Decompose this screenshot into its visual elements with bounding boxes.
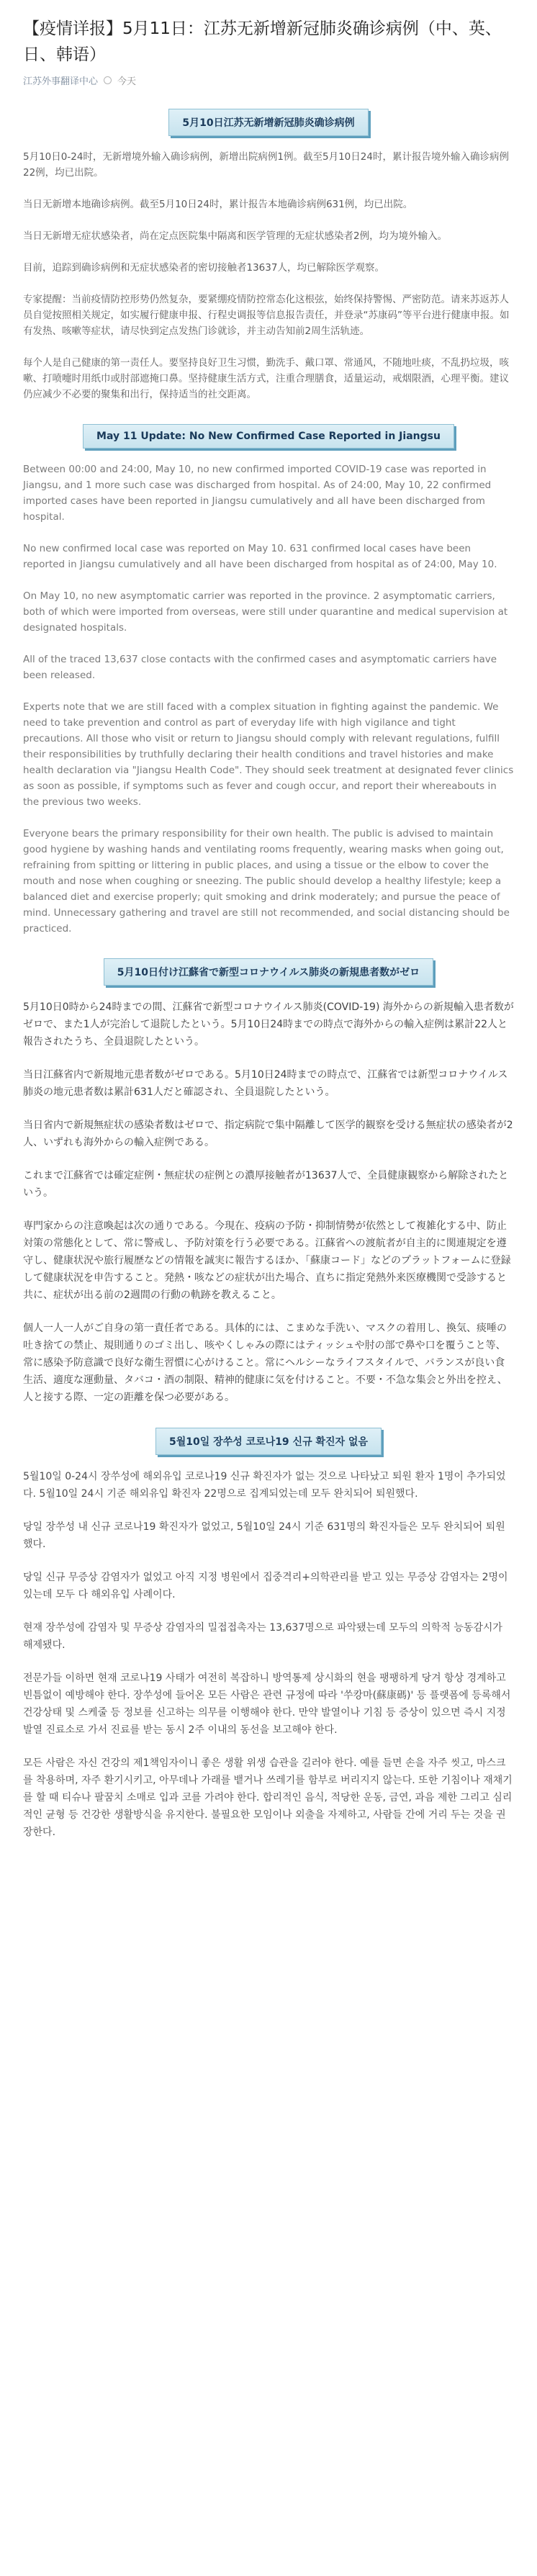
article-title: 【疫情详报】5月11日：江苏无新增新冠肺炎确诊病例（中、英、日、韩语） (23, 19, 502, 64)
section-japanese (23, 958, 514, 1406)
section-korean (23, 1428, 514, 1841)
paragraph: 目前，追踪到确诊病例和无症状感染者的密切接触者13637人，均已解除医学观察。 (23, 262, 384, 274)
publish-date: 今天 (117, 76, 137, 87)
paragraph: 당일 장쑤성 내 신규 코로나19 확진자가 없었고, 5월10일 24시 기준 631명의 확진자들은 모두 완치되어 퇴원했다. (23, 1521, 505, 1550)
paragraph: 当日省内で新規無症状の感染者数はゼロで、指定病院で集中隔離して医学的観察を受ける無症状の感染者が2人、いずれも海外からの輸入症例である。 (23, 1120, 513, 1148)
paragraph: 個人一人一人がご自身の第一責任者である。具体的には、こまめな手洗い、マスクの着用し、換気、痰唾の吐き捨ての禁止、規則通りのゴミ出し、咳やくしゃみの際にはティッシュや肘の部で鼻や口を覆うこと等、常に感染予防意識で良好な衛生習慣に心がけること。常にヘルシーなライフスタイルで、バランスが良い食生活、適度な運動量、タバコ・酒の制限、精神的健康に気を付けること。不要・不急な集会と外出を控え、人と接する際、一定の距離を保つ必要がある。 (23, 1323, 507, 1403)
paragraph: 5월10일 0-24시 장쑤성에 해외유입 코로나19 신규 확진자가 없는 것으로 나타났고 퇴원 환자 1명이 추가되었다. 5월10일 24시 기준 해외유입 확진자 22명으로 집계되었는데 모두 완치되어 퇴원했다. (23, 1471, 506, 1500)
clock-icon (104, 76, 112, 84)
paragraph: 当日无新增无症状感染者，尚在定点医院集中隔离和医学管理的无症状感染者2例，均为境外输入。 (23, 230, 448, 242)
paragraph: 5月10日0時から24時までの間、江蘇省で新型コロナウイルス肺炎(COVID-19) 海外からの新規輸入患者数がゼロで、また1人が完治して退院したという。5月10日24時までの時点で海外からの輸入症例は累計22人と報告されたうち、全員退院したという。 (23, 1001, 514, 1048)
paragraph: Everyone bears the primary responsibility for their own health. The public is advised to maintain good hygiene by washing hands and ventilating rooms frequently, wearing masks when going out, refraining from spitting or littering in public places, and using a tissue or the elbow to cover the mouth and nose when coughing or sneezing. The public should develop a healthy lifestyle; keep a balanced diet and exercise properly; quit smoking and drink moderately; and pursue the peace of mind. Unnecessary gathering and travel are still not recommended, and social distancing should be practiced. (23, 828, 510, 935)
paragraph: これまで江蘇省では確定症例・無症状の症例との濃厚接触者が13637人で、全員健康観察から解除されたという。 (23, 1170, 509, 1199)
paragraph: Between 00:00 and 24:00, May 10, no new confirmed imported COVID-19 case was reported in Jiangsu, and 1 more such case was discharged from hospital. As of 24:00, May 10, 22 confirmed imported cases have been reported in Jiangsu cumulatively and all have been discharged from hospital. (23, 464, 492, 523)
paragraph: 현재 장쑤성에 감염자 및 무증상 감염자의 밀접접촉자는 13,637명으로 파악됐는데 모두의 의학적 능동감시가 해제됐다. (23, 1622, 502, 1651)
paragraph: 当日江蘇省内で新規地元患者数がゼロである。5月10日24時までの時点で、江蘇省では新型コロナウイルス肺炎の地元患者数は累計631人だと確認され、全員退院したという。 (23, 1069, 508, 1098)
paragraph: 전문가들 이하면 현재 코로나19 사태가 여전히 복잡하니 방역통제 상시화의 현을 팽팽하게 당겨 항상 경계하고 빈틈없이 예방해야 한다. 장쑤성에 들어온 모든 사람은 관련 규정에 따라 '쑤캉마(蘇康碼)' 등 플랫폼에 등록해서 건강상태 및 스케줄 등 정보를 신고하는 의무를 이행해야 한다. 만약 발열이나 기침 등 증상이 있으면 즉시 지정 발열 진료소로 가서 진료를 받는 동시 2주 이내의 동선을 보고해야 한다. (23, 1672, 511, 1736)
article-meta (23, 73, 514, 87)
paragraph: 당일 신규 무증상 감염자가 없었고 아직 지정 병원에서 집중격리+의학관리를 받고 있는 무증상 감염자는 2명이 있는데 모두 다 해외유입 사례이다. (23, 1572, 508, 1600)
section-chinese (23, 109, 514, 402)
paragraph: Experts note that we are still faced with a complex situation in fighting against the pandemic. We need to take prevention and control as part of everyday life with high vigilance and tight precautions. All those who visit or return to Jiangsu should comply with relevant regulations, fulfill their responsibilities by truthfully declaring their health conditions and travel histories and make health declaration via "Jiangsu Health Code". They should seek treatment at designated fever clinics as soon as possible, if symptoms such as fever and cough occur, and report their whereabouts in the previous two weeks. (23, 701, 514, 808)
paragraph: 每个人是自己健康的第一责任人。要坚持良好卫生习惯，勤洗手、戴口罩、常通风，不随地吐痰，不乱扔垃圾，咳嗽、打喷嚏时用纸巾或肘部遮掩口鼻。坚持健康生活方式，注重合理膳食，适量运动，戒烟限酒，心理平衡。建议仍应减少不必要的聚集和出行，保持适当的社交距离。 (23, 357, 509, 400)
section-english (23, 424, 514, 937)
paragraph: 専門家からの注意喚起は次の通りである。今現在、疫病の予防・抑制情勢が依然として複雑化する中、防止対策の常態化として、常に警戒し、予防対策を行う必要である。江蘇省への渡航者が自主的に関連規定を遵守し、健康状況や旅行履歴などの情報を誠実に報告するほか、「蘇康コード」などのプラットフォームに登録して健康状況を申告すること。発熱・咳などの症状が出た場合、直ちに指定発熱外来医療機関で受診すると共に、症状が出る前の2週間の行動の軌跡を教えること。 (23, 1220, 511, 1301)
paragraph: 5月10日0-24时，无新增境外输入确诊病例，新增出院病例1例。截至5月10日24时，累计报告境外输入确诊病例22例，均已出院。 (23, 151, 509, 179)
section-heading-chinese: 5月10日江苏无新增新冠肺炎确诊病例 (168, 109, 368, 136)
section-heading-english: May 11 Update: No New Confirmed Case Reported in Jiangsu (83, 424, 454, 449)
account-name-link[interactable]: 江苏外事翻译中心 (23, 76, 99, 87)
paragraph: 모든 사람은 자신 건강의 제1책임자이니 좋은 생활 위생 습관을 길러야 한다. 예를 들면 손을 자주 씻고, 마스크를 착용하며, 자주 환기시키고, 아무데나 가래를 뱉거나 쓰레기를 함부로 버리지지 않는다. 또한 기침이나 재채기를 할 때 티슈나 팔꿈치 소매로 입과 코를 가려야 한다. 합리적인 음식, 적당한 운동, 금연, 과음 제한 그리고 심리적인 균형 등 건강한 생활방식을 유지한다. 불필요한 모임이나 외출을 자제하고, 사람들 간에 거리 두는 것을 권장한다. (23, 1757, 513, 1838)
paragraph: 专家提醒：当前疫情防控形势仍然复杂，要紧绷疫情防控常态化这根弦，始终保持警惕、严密防范。请来苏返苏人员自觉按照相关规定，如实履行健康申报、行程史调报等信息报告责任，并登录“苏康码”等平台进行健康申报。如有发热、咳嗽等症状，请尽快到定点发热门诊就诊，并主动告知前2周生活轨迹。 (23, 294, 510, 337)
paragraph: 当日无新增本地确诊病例。截至5月10日24时，累计报告本地确诊病例631例，均已出院。 (23, 199, 413, 210)
section-heading-japanese: 5月10日付け江蘇省で新型コロナウイルス肺炎の新規患者数がゼロ (104, 958, 433, 986)
paragraph: On May 10, no new asymptomatic carrier was reported in the province. 2 asymptomatic carriers, both of which were imported from overseas, were still under quarantine and medical supervision at designated hospitals. (23, 590, 508, 634)
paragraph: No new confirmed local case was reported on May 10. 631 confirmed local cases have been reported in Jiangsu cumulatively and all have been discharged from hospital as of 24:00, May 10. (23, 543, 497, 570)
paragraph: All of the traced 13,637 close contacts with the confirmed cases and asymptomatic carriers have been released. (23, 654, 497, 681)
section-heading-korean: 5월10일 장쑤성 코로나19 신규 확진자 없음 (155, 1428, 382, 1455)
